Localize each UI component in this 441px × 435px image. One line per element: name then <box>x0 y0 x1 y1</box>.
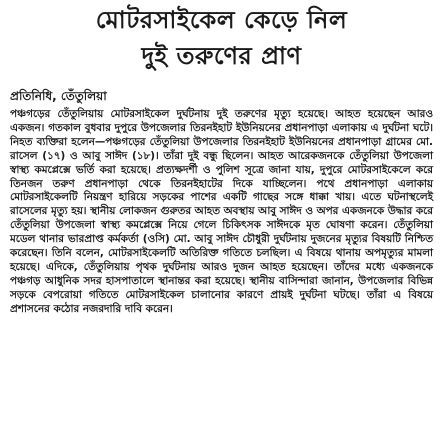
article-body <box>10 108 433 317</box>
reporter-byline: প্রতিনিধি, তেঁতুলিয়া <box>10 89 107 103</box>
article-paragraph: পঞ্চগড়ের তেঁতুলিয়ায় মোটরসাইকেল দুর্ঘটনায় দুই তরুণের মৃত্যু হয়েছে। আহত হয়েছেন আরও একজন। গতকাল বুধবার দুপুরে উপজেলার তিরনইহাট ইউনিয়নের প্রধানপাড়া এলাকায় এ দুর্ঘটনা ঘটে। নিহত ব্যক্তিরা হলেন—পঞ্চগড়ের তেঁতুলিয়া উপজেলার তিরনইহাট ইউনিয়নের প্রধানপাড়া গ্রামের মো. রাসেল (১৭) ও আবু সাঈদ (১৮)। তাঁরা দুই বন্ধু ছিলেন। আহত আরেকজনকে তেঁতুলিয়া উপজেলা স্বাস্থ্য কমপ্লেক্সে ভর্তি করা হয়েছে। প্রত্যক্ষদর্শী ও পুলিশ সূত্রে জানা যায়, দুপুরে মোটরসাইকেলে করে তিনজন তরুণ প্রধানপাড়া থেকে তিরনইহাটের দিকে যাচ্ছিলেন। পথে প্রধানপাড়া এলাকায় মোটরসাইকেলটি নিয়ন্ত্রণ হারিয়ে সড়কের পাশের একটি গাছের সঙ্গে ধাক্কা খায়। এতে ঘটনাস্থলেই রাসেলের মৃত্যু হয়। স্থানীয় লোকজন গুরুতর আহত অবস্থায় আবু সাঈদ ও অপর একজনকে উদ্ধার করে তেঁতুলিয়া উপজেলা স্বাস্থ্য কমপ্লেক্সে নিয়ে গেলে চিকিৎসক সাঈদকে মৃত ঘোষণা করেন। তেঁতুলিয়া মডেল থানার ভারপ্রাপ্ত কর্মকর্তা (ওসি) মো. আবু সাঈদ চৌধুরী দুর্ঘটনায় দুজনের মৃত্যুর বিষয়টি নিশ্চিত করেছেন। তিনি বলেন, মোটরসাইকেলটি অতিরিক্ত গতিতে চলছিল। এ বিষয়ে থানায় অপমৃত্যুর মামলা হয়েছে। এদিকে, তেঁতুলিয়ায় পৃথক দুর্ঘটনায় আরও দুজন আহত হয়েছেন। তাঁদের মধ্যে একজনকে পঞ্চগড় আধুনিক সদর হাসপাতালে স্থানান্তর করা হয়েছে। স্থানীয় বাসিন্দারা জানান, উপজেলার বিভিন্ন সড়কে বেপরোয়া গতিতে মোটরসাইকেল চালানোর কারণে প্রায়ই দুর্ঘটনা ঘটছে। তাঁরা এ বিষয়ে প্রশাসনের কঠোর নজরদারি দাবি করেন। <box>10 108 433 315</box>
headline <box>10 6 433 70</box>
headline-line-2: দুই তরুণের প্রাণ <box>141 41 302 70</box>
headline-line-1: মোটরসাইকেল কেড়ে নিল <box>95 5 348 34</box>
